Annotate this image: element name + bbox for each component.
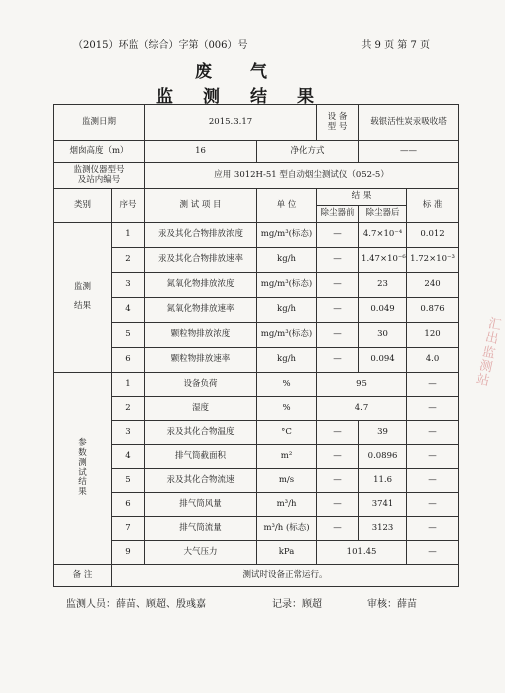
row-unit: mg/m³(标态) [257,323,317,348]
row-no: 3 [112,273,145,298]
row-no: 4 [112,445,145,469]
table-row [54,373,459,397]
chimney-height-label: 烟囱高度（m） [54,141,145,163]
row-no: 2 [112,248,145,273]
row-standard: 0.012 [407,223,459,248]
row-no: 5 [112,469,145,493]
row-before: — [317,223,359,248]
row-after: 0.0896 [359,445,407,469]
row-after: 39 [359,421,407,445]
row-item: 湿度 [145,397,257,421]
row-no: 7 [112,517,145,541]
column-item: 测 试 项 目 [145,189,257,223]
row-item: 排气筒流量 [145,517,257,541]
review-signature: 审核：薛苗 [367,599,417,610]
table-row [54,517,459,541]
table-row [54,469,459,493]
table-row [54,248,459,273]
equipment-label: 设 备 型 号 [317,105,359,141]
table-row [54,541,459,565]
row-no: 6 [112,348,145,373]
table-row [54,223,459,248]
table-row [54,397,459,421]
row-standard: 120 [407,323,459,348]
row-after: 3741 [359,493,407,517]
row-standard: 1.72×10⁻³ [407,248,459,273]
row-standard: — [407,373,459,397]
remark-label: 备 注 [54,565,112,587]
row-unit: m³/h [257,493,317,517]
row-before: — [317,273,359,298]
column-before: 除尘器前 [317,206,359,223]
row-after: 3123 [359,517,407,541]
column-standard: 标 准 [407,189,459,223]
date-label: 监测日期 [54,105,145,141]
table-row [54,348,459,373]
table-row [54,421,459,445]
row-merged-value: 101.45 [317,541,407,565]
remark-text: 测试时设备正常运行。 [112,565,459,587]
row-after: 30 [359,323,407,348]
purification-value: —— [359,141,459,163]
row-unit: kPa [257,541,317,565]
row-after: 1.47×10⁻⁶ [359,248,407,273]
group-monitor-results: 监测 结果 [54,223,112,373]
row-before: — [317,348,359,373]
table-row [54,323,459,348]
purification-label: 净化方式 [257,141,359,163]
row-before: — [317,248,359,273]
row-standard: — [407,517,459,541]
row-unit: m/s [257,469,317,493]
title-line-2: 监测结果 [156,87,344,107]
row-no: 3 [112,421,145,445]
column-no: 序号 [112,189,145,223]
row-item: 汞及其化合物排放浓度 [145,223,257,248]
row-after: 0.094 [359,348,407,373]
row-unit: m³/h (标态) [257,517,317,541]
row-no: 5 [112,323,145,348]
group-parameter-results: 参 数 测 试 结 果 [54,373,112,565]
row-standard: — [407,397,459,421]
row-standard: 4.0 [407,348,459,373]
table-row [54,493,459,517]
chimney-height-value: 16 [145,141,257,163]
record-signature: 记录：顾超 [272,599,322,610]
row-no: 1 [112,373,145,397]
staff-signature: 监测人员：薛苗、顾超、殷彧嘉 [66,599,206,610]
row-after: 0.049 [359,298,407,323]
row-merged-value: 95 [317,373,407,397]
row-standard: — [407,493,459,517]
row-before: — [317,493,359,517]
row-unit: % [257,397,317,421]
row-unit: °C [257,421,317,445]
row-unit: mg/m³(标态) [257,223,317,248]
row-before: — [317,517,359,541]
seal-stamp: 汇出监测站 [474,316,503,390]
row-item: 汞及其化合物流速 [145,469,257,493]
row-before: — [317,421,359,445]
row-unit: m² [257,445,317,469]
row-no: 9 [112,541,145,565]
row-standard: — [407,541,459,565]
results-table [53,104,459,587]
row-item: 设备负荷 [145,373,257,397]
row-item: 汞及其化合物温度 [145,421,257,445]
row-before: — [317,323,359,348]
row-standard: — [407,421,459,445]
row-standard: — [407,445,459,469]
row-item: 排气筒风量 [145,493,257,517]
table-row [54,298,459,323]
row-unit: mg/m³(标态) [257,273,317,298]
row-standard: 240 [407,273,459,298]
equipment-value: 载银活性炭汞吸收塔 [359,105,459,141]
row-standard: — [407,469,459,493]
row-before: — [317,469,359,493]
title-line-1: 废气 [195,62,305,82]
table-row [54,445,459,469]
date-value: 2015.3.17 [145,105,317,141]
row-unit: % [257,373,317,397]
row-item: 汞及其化合物排放速率 [145,248,257,273]
row-item: 氮氧化物排放浓度 [145,273,257,298]
row-no: 6 [112,493,145,517]
row-item: 大气压力 [145,541,257,565]
row-before: — [317,445,359,469]
row-no: 1 [112,223,145,248]
column-unit: 单 位 [257,189,317,223]
row-before: — [317,298,359,323]
row-no: 4 [112,298,145,323]
page-indicator: 共 9 页 第 7 页 [361,40,430,51]
instrument-label: 监测仪器型号 及站内编号 [54,163,145,189]
row-unit: kg/h [257,348,317,373]
row-unit: kg/h [257,298,317,323]
row-item: 排气筒截面积 [145,445,257,469]
column-result: 结 果 [317,189,407,206]
row-item: 颗粒物排放浓度 [145,323,257,348]
row-after: 11.6 [359,469,407,493]
row-standard: 0.876 [407,298,459,323]
row-item: 颗粒物排放速率 [145,348,257,373]
row-item: 氮氧化物排放速率 [145,298,257,323]
document-number: （2015）环监（综合）字第（006）号 [73,40,248,51]
row-unit: kg/h [257,248,317,273]
row-after: 4.7×10⁻⁴ [359,223,407,248]
row-no: 2 [112,397,145,421]
row-after: 23 [359,273,407,298]
column-after: 除尘器后 [359,206,407,223]
instrument-value: 应用 3012H-51 型自动烟尘测试仪（052-5） [145,163,459,189]
column-category: 类别 [54,189,112,223]
table-row [54,273,459,298]
row-merged-value: 4.7 [317,397,407,421]
